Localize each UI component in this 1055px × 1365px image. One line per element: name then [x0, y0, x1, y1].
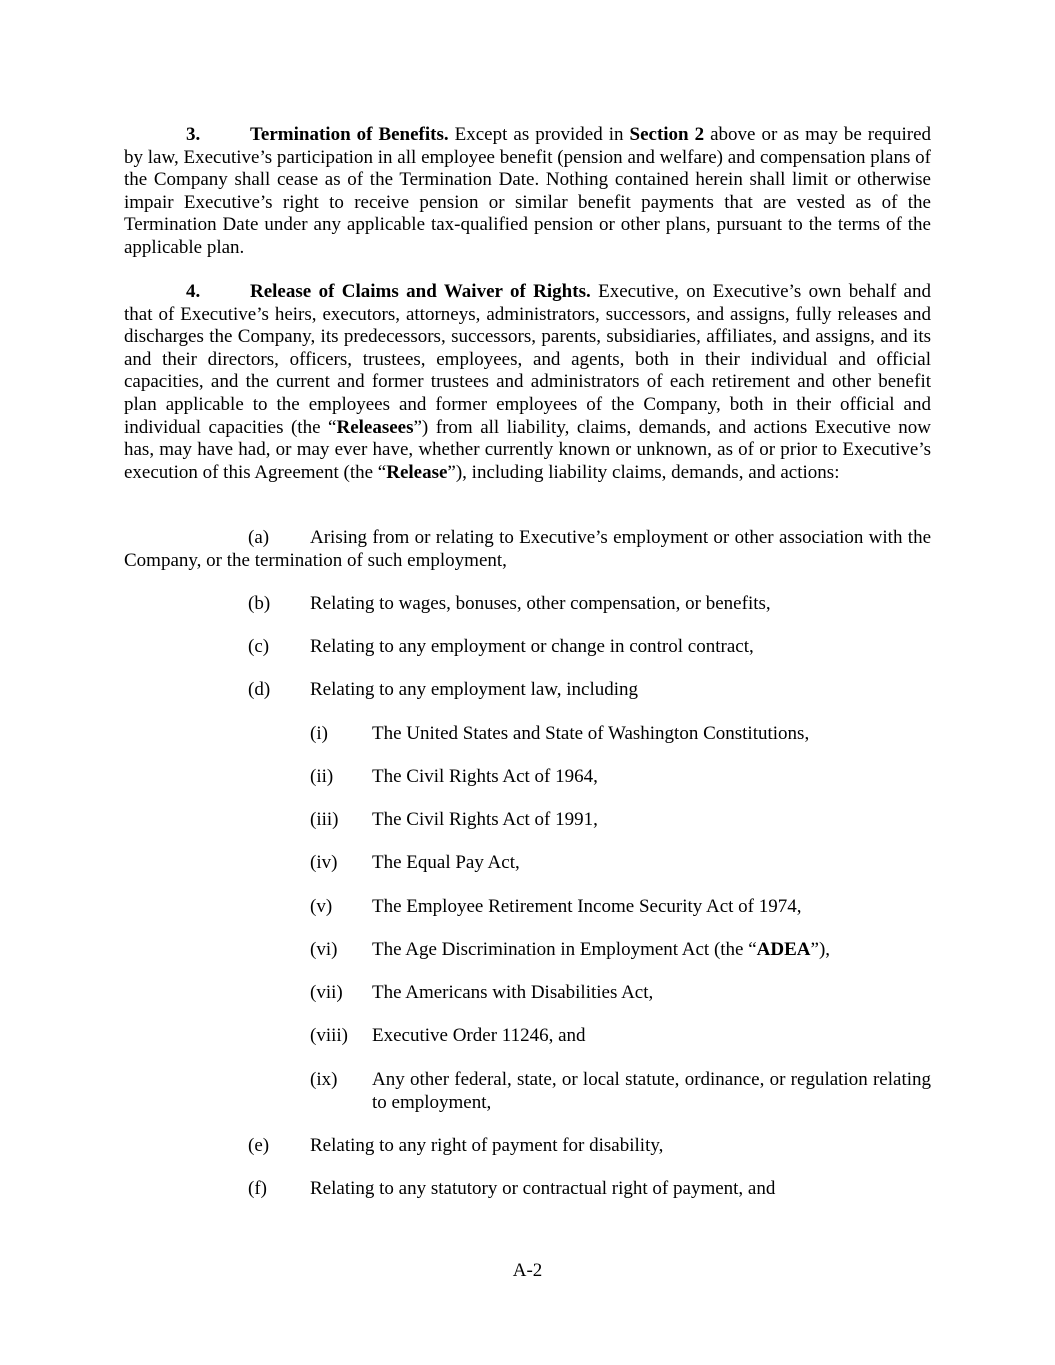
sub-list-item-label: (viii) — [310, 1025, 348, 1046]
list-item-label: (b) — [248, 593, 271, 614]
sub-list-item-text: Executive Order 11246, and — [372, 1025, 586, 1046]
section-4-number: 4. — [186, 281, 201, 302]
sub-list-item-text: The Civil Rights Act of 1991, — [372, 809, 598, 830]
list-item-label: (e) — [248, 1135, 270, 1156]
sub-list-item — [310, 766, 931, 789]
sub-list-item-label: (v) — [310, 896, 333, 917]
list-item-text: Relating to any employment law, including — [310, 679, 639, 700]
term-releasees: Releasees — [336, 416, 414, 438]
section-3-heading: Termination of Benefits. — [250, 124, 449, 145]
sub-list-item — [310, 1025, 931, 1048]
list-item — [248, 679, 931, 702]
list-item — [248, 1135, 931, 1158]
sub-list-item-text: The Equal Pay Act, — [372, 852, 520, 873]
item-a-label: (a) — [248, 527, 270, 548]
list-item-text: Relating to any right of payment for disability, — [310, 1135, 664, 1156]
list-item-label: (d) — [248, 679, 271, 700]
section-4-text-b: ”) from all liability, claims, demands, and actions Executive now has, may have had, or may ever have, whether currently known or unknown, as of or prior to Executive’s execution of this Agreement (the “ — [124, 416, 931, 483]
sub-list-item-label: (ix) — [310, 1069, 338, 1090]
list-item-label: (f) — [248, 1178, 267, 1199]
sub-list-item-text: The United States and State of Washington Constitutions, — [372, 723, 810, 744]
sub-list-item-text: The Civil Rights Act of 1964, — [372, 766, 598, 787]
section-4-paragraph — [124, 281, 931, 484]
sub-item-vi-text-b: ”), — [810, 939, 831, 960]
sub-list-item-label: (vii) — [310, 982, 343, 1003]
sub-item-vi-text-a: The Age Discrimination in Employment Act (the “ — [372, 939, 757, 960]
section-3-text-b: above or as may be required by law, Executive’s participation in all employee benefit (pension and welfare) and compensation plans of the Company shall cease as of the Termination Date. Nothing contained herein shall limit or otherwise impair Executive’s right to receive pension or similar benefit payments that are vested as of the Termination Date under any applicable tax-qualified pension or other plans, pursuant to the terms of the applicable plan. — [124, 124, 932, 258]
section-3-reference: Section 2 — [629, 124, 705, 145]
section-4-text-c: ”), including liability claims, demands, and actions: — [447, 461, 840, 483]
sub-list-item-text — [372, 939, 931, 962]
list-item — [248, 636, 931, 659]
sub-list-item-label: (ii) — [310, 766, 334, 787]
sub-list-item-label: (iv) — [310, 852, 338, 873]
sub-list-item-label: (iii) — [310, 809, 339, 830]
sub-list-item — [310, 852, 931, 875]
sub-list-item-label: (i) — [310, 723, 328, 744]
sub-list-item — [310, 1069, 931, 1115]
page-number: A-2 — [512, 1260, 543, 1281]
sub-list-item — [310, 939, 931, 962]
sub-list-item — [310, 723, 931, 746]
sub-list-item-text: Any other federal, state, or local statute, ordinance, or regulation relating to employment, — [372, 1069, 931, 1113]
section-3-text-a: Except as provided in — [454, 124, 624, 145]
list-item-text: Relating to any employment or change in control contract, — [310, 636, 754, 657]
term-adea: ADEA — [756, 939, 811, 960]
section-3-number: 3. — [186, 124, 201, 145]
sub-list-item — [310, 809, 931, 832]
list-item-label: (c) — [248, 636, 270, 657]
sub-list-item-text: The Employee Retirement Income Security Act of 1974, — [372, 896, 802, 917]
item-a-paragraph — [124, 527, 931, 572]
sub-list-item-label: (vi) — [310, 939, 338, 960]
sub-list-item — [310, 982, 931, 1005]
list-item-text: Relating to any statutory or contractual right of payment, and — [310, 1178, 776, 1199]
list-item — [248, 1178, 931, 1201]
section-4-heading: Release of Claims and Waiver of Rights. — [250, 281, 591, 302]
sub-list-item-text: The Americans with Disabilities Act, — [372, 982, 654, 1003]
sub-list-item — [310, 896, 931, 919]
term-release: Release — [386, 461, 448, 483]
item-a-text: Arising from or relating to Executive’s employment or other association with the Company, or the termination of such employment, — [124, 527, 931, 571]
list-item — [248, 593, 931, 616]
section-4-text-a: Executive, on Executive’s own behalf and that of Executive’s heirs, executors, attorneys, administrators, successors, and assigns, fully releases and discharges the Company, its predecessors, successors, parents, subsidiaries, affiliates, and assigns, and its and their directors, officers, trustees, employees, and agents, both in their individual and official capacities, and the current and former trustees and administrators of each retirement and other benefit plan applicable to the employees and former employees of the Company, both in their official and individual capacities (the “ — [124, 281, 931, 438]
list-item-text: Relating to wages, bonuses, other compensation, or benefits, — [310, 593, 771, 614]
section-3-paragraph — [124, 124, 931, 260]
